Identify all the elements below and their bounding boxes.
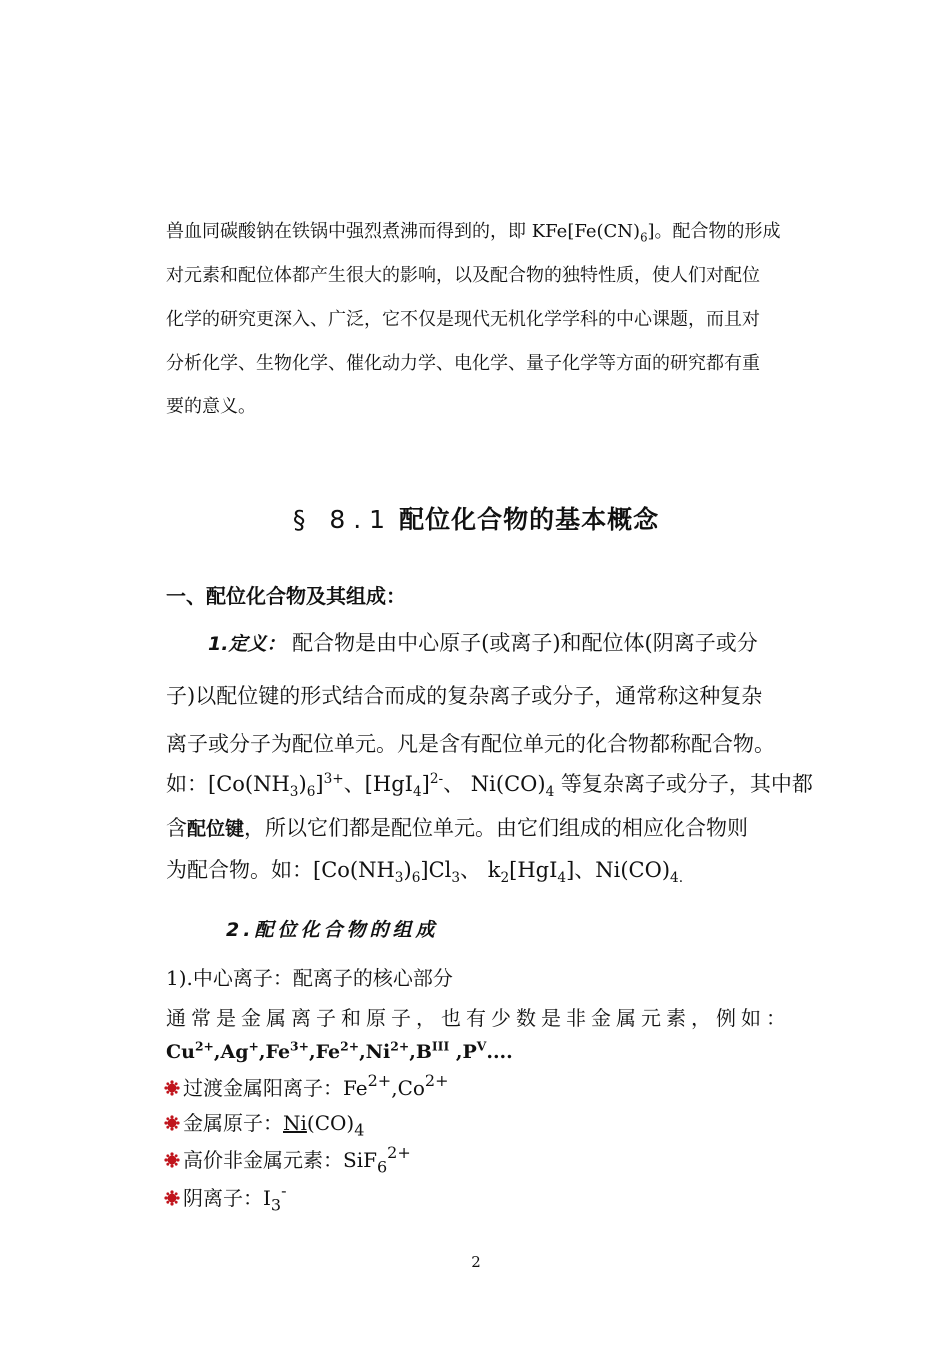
bullet-icon (164, 1152, 180, 1168)
definition-line-2: 子)以配位键的形式结合而成的复杂离子或分子，通常称这种复杂 (166, 684, 763, 708)
definition-line-4: 如：$[Co(NH_3)_6]^{3+}$、$[HgI_4]^{2-}$、 $Ni(CO)_4$ 等复杂离子或分子，其中都 (166, 771, 813, 801)
ion-item: ,B (409, 1041, 432, 1063)
definition-line-5: 含配位键，所以它们都是配位单元。由它们组成的相应化合物则 (166, 816, 749, 840)
definition-label: 1.定义： (208, 633, 286, 655)
ion-charge: + (248, 1038, 259, 1054)
bullet-icon (164, 1115, 180, 1131)
definition-line-1: 1.定义： 配合物是由中心原子(或离子)和配位体(阴离子或分 (208, 631, 758, 655)
heading-composition-parts: 2.配位化合物的组成 (226, 919, 439, 941)
intro-line-2: 对元素和配位体都产生很大的影响，以及配合物的独特性质，使人们对配位 (166, 265, 760, 286)
center-ion-heading: 1).中心离子：配离子的核心部分 (166, 966, 453, 990)
bullet-item-anions: 阴离子：$I_3^-$ (164, 1188, 287, 1208)
ion-item: ,P (449, 1041, 477, 1063)
heading-composition: 一、配位化合物及其组成： (166, 584, 406, 608)
center-ion-examples (166, 1038, 513, 1063)
intro-line-1: 兽血同碳酸钠在铁锅中强烈煮沸而得到的，即 $KFe[Fe(CN)_6]$。配合物的形成 (166, 221, 781, 245)
bullet-item-nonmetal-elements: 高价非金属元素：SiF$_6^{2+}$ (164, 1150, 411, 1170)
ion-item: .... (486, 1041, 513, 1063)
intro-line-5: 要的意义。 (166, 396, 256, 417)
intro-line-4: 分析化学、生物化学、催化动力学、电化学、量子化学等方面的研究都有重 (166, 353, 760, 374)
center-ion-description: 通常是金属离子和原子，也有少数是非金属元素，例如： (166, 1006, 791, 1030)
ion-charge: V (476, 1038, 487, 1054)
ion-item: ,Ni (359, 1041, 391, 1063)
ion-charge: III (431, 1038, 450, 1054)
intro-line-3: 化学的研究更深入、广泛，它不仅是现代无机化学学科的中心课题，而且对 (166, 309, 760, 330)
bullet-icon (164, 1190, 180, 1206)
ion-item: ,Ag (213, 1041, 249, 1063)
bullet-icon (164, 1080, 180, 1096)
ion-charge: 2+ (390, 1038, 410, 1054)
bullet-item-metal-atoms: 金属原子：$Ni(CO)_4$ (164, 1113, 364, 1133)
section-title: § 8.1 配位化合物的基本概念 (292, 505, 660, 534)
ion-item: ,Fe (258, 1041, 291, 1063)
ion-item: Cu (166, 1041, 195, 1063)
bullet-item-transition-metals: 过渡金属阳离子：$Fe^{2+},Co^{2+}$ (164, 1078, 449, 1098)
ion-charge: 2+ (194, 1038, 214, 1054)
ion-charge: 3+ (290, 1038, 309, 1054)
ion-charge: 2+ (340, 1038, 360, 1054)
page-number: 2 (471, 1253, 481, 1271)
definition-line-3: 离子或分子为配位单元。凡是含有配位单元的化合物都称配合物。 (166, 732, 775, 756)
definition-line-6: 为配合物。如：$[Co(NH_3)_6]Cl_3$、 $k_2[HgI_4]$、$Ni(CO)_{4.}$ (166, 858, 684, 887)
ion-item: ,Fe (308, 1041, 341, 1063)
